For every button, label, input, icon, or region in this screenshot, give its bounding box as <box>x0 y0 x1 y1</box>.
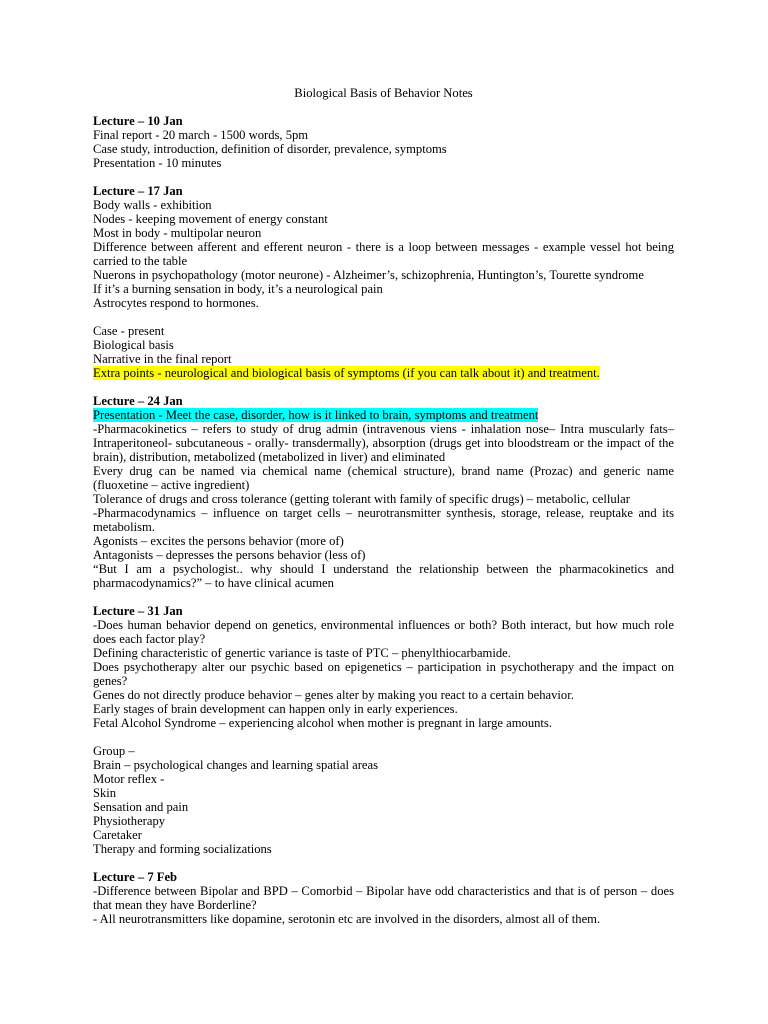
note-line: - All neurotransmitters like dopamine, serotonin etc are involved in the disorders, almost all of them. <box>93 912 601 926</box>
note-line: Antagonists – depresses the persons behavior (less of) <box>93 548 366 562</box>
note-line: Physiotherapy <box>93 814 166 828</box>
note-line: “But I am a psychologist.. why should I understand the relationship between the pharmacokinetics and pharmacodynamics?” – to have clinical acumen <box>93 562 674 590</box>
note-line: Skin <box>93 786 117 800</box>
note-line: Therapy and forming socializations <box>93 842 272 856</box>
note-line: Fetal Alcohol Syndrome – experiencing alcohol when mother is pregnant in large amounts. <box>93 716 552 730</box>
lecture-17-jan-case-notes <box>93 324 674 380</box>
note-line: Defining characteristic of genertic variance is taste of PTC – phenylthiocarbamide. <box>93 646 511 660</box>
note-line: Astrocytes respond to hormones. <box>93 296 259 310</box>
lecture-heading: Lecture – 31 Jan <box>93 604 183 618</box>
note-line: Every drug can be named via chemical name (chemical structure), brand name (Prozac) and generic name (fluoxetine – active ingredient) <box>93 464 674 492</box>
note-line: Biological basis <box>93 338 174 352</box>
note-line: Sensation and pain <box>93 800 189 814</box>
note-line: Presentation - 10 minutes <box>93 156 222 170</box>
note-line: Final report - 20 march - 1500 words, 5pm <box>93 128 309 142</box>
note-line: Case study, introduction, definition of disorder, prevalence, symptoms <box>93 142 447 156</box>
document-title: Biological Basis of Behavior Notes <box>294 86 473 100</box>
note-line: Most in body - multipolar neuron <box>93 226 262 240</box>
document-page <box>93 86 674 940</box>
lecture-heading: Lecture – 10 Jan <box>93 114 183 128</box>
note-line: Genes do not directly produce behavior – genes alter by making you react to a certain behavior. <box>93 688 574 702</box>
note-line: -Pharmacodynamics – influence on target cells – neurotransmitter synthesis, storage, release, reuptake and its metabolism. <box>93 506 674 534</box>
note-line: Does psychotherapy alter our psychic based on epigenetics – participation in psychotherapy and the impact on genes? <box>93 660 674 688</box>
note-line: Body walls - exhibition <box>93 198 212 212</box>
note-line: Brain – psychological changes and learning spatial areas <box>93 758 379 772</box>
lecture-heading: Lecture – 24 Jan <box>93 394 183 408</box>
lecture-section-31-jan <box>93 604 674 730</box>
note-line: Tolerance of drugs and cross tolerance (getting tolerant with family of specific drugs) – metabolic, cellular <box>93 492 630 506</box>
note-line: Motor reflex - <box>93 772 165 786</box>
note-line: Nodes - keeping movement of energy constant <box>93 212 328 226</box>
note-line: If it’s a burning sensation in body, it’s a neurological pain <box>93 282 383 296</box>
note-line: Case - present <box>93 324 165 338</box>
highlighted-note: Presentation - Meet the case, disorder, how is it linked to brain, symptoms and treatment <box>93 408 539 422</box>
note-line: Agonists – excites the persons behavior (more of) <box>93 534 344 548</box>
lecture-section-10-jan <box>93 114 674 170</box>
lecture-section-24-jan <box>93 394 674 590</box>
note-line: Caretaker <box>93 828 142 842</box>
highlighted-note: Extra points - neurological and biological basis of symptoms (if you can talk about it) and treatment. <box>93 366 600 380</box>
lecture-heading: Lecture – 17 Jan <box>93 184 183 198</box>
note-line: -Pharmacokinetics – refers to study of drug admin (intravenous viens - inhalation nose– Intra muscularly fats–Intraperitoneol- subcutaneous - orally- transdermally), absorption (drugs get into bloodstream or the impact of the brain), distribution, metabolized (metabolized in liver) and eliminated <box>93 422 674 464</box>
note-line: -Does human behavior depend on genetics, environmental influences or both? Both interact, but how much role does each factor play? <box>93 618 674 646</box>
note-line: Narrative in the final report <box>93 352 232 366</box>
note-line: -Difference between Bipolar and BPD – Comorbid – Bipolar have odd characteristics and that is of person – does that mean they have Borderline? <box>93 884 674 912</box>
lecture-section-7-feb <box>93 870 674 926</box>
note-line: Group – <box>93 744 135 758</box>
note-line: Nuerons in psychopathology (motor neurone) - Alzheimer’s, schizophrenia, Huntington’s, Tourette syndrome <box>93 268 644 282</box>
lecture-31-jan-group-notes <box>93 744 674 856</box>
note-line: Difference between afferent and efferent neuron - there is a loop between messages - example vessel hot being carried to the table <box>93 240 674 268</box>
lecture-section-17-jan <box>93 184 674 310</box>
lecture-heading: Lecture – 7 Feb <box>93 870 178 884</box>
note-line: Early stages of brain development can happen only in early experiences. <box>93 702 458 716</box>
